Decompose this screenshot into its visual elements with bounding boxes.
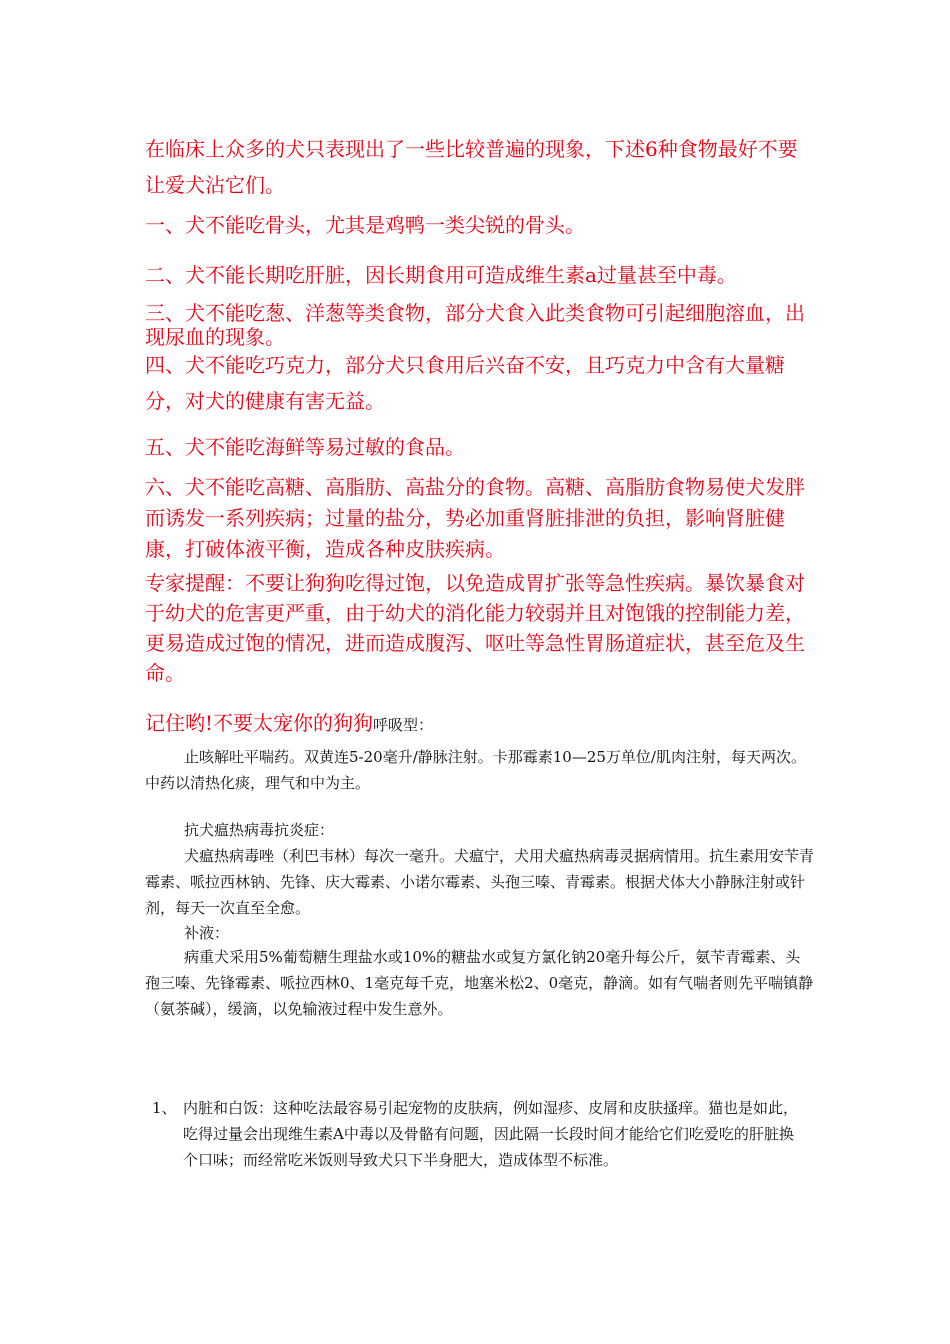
food-item-5: 五、犬不能吃海鲜等易过敏的食品。 [145, 435, 465, 459]
food-item-6: 六、犬不能吃高糖、高脂肪、高盐分的食物。高糖、高脂肪食物易使犬发胖而诱发一系列疾病；过量的盐分，势必加重肾脏排泄的负担，影响肾脏健康，打破体液平衡，造成各种皮肤疾病。 [145, 475, 805, 561]
list-item-number: 1、 [152, 1099, 177, 1117]
breathing-treatment-paragraph: 止咳解吐平喘药。双黄连5-20毫升/静脉注射。卡那霉素10—25万单位/肌肉注射，每天两次。中药以清热化痰，理气和中为主。 [145, 748, 806, 792]
reminder-line [145, 708, 815, 740]
antiviral-treatment-paragraph: 犬瘟热病毒唑（利巴韦林）每次一毫升。犬瘟宁，犬用犬瘟热病毒灵据病情用。抗生素用安苄青霉素、哌拉西林钠、先锋、庆大霉素、小诺尔霉素、头孢三嗪、青霉素。根据犬体大小静脉注射或针剂，每天一次直至全愈。 [145, 847, 815, 917]
fluid-heading: 补液： [184, 924, 230, 942]
breathing-type-label: 呼吸型： [373, 716, 434, 734]
food-item-2: 二、犬不能长期吃肝脏，因长期食用可造成维生素a过量甚至中毒。 [145, 263, 737, 287]
reminder-text: 记住哟!不要太宠你的狗狗 [145, 711, 374, 735]
intro-paragraph: 在临床上众多的犬只表现出了一些比较普遍的现象，下述6种食物最好不要让爱犬沾它们。 [145, 137, 798, 197]
food-item-4: 四、犬不能吃巧克力，部分犬只食用后兴奋不安，且巧克力中含有大量糖分，对犬的健康有害无益。 [145, 353, 785, 413]
fluid-treatment-paragraph: 病重犬采用5%葡萄糖生理盐水或10%的糖盐水或复方氯化钠20毫升每公斤，氨苄青霉素、头孢三嗪、先锋霉素、哌拉西林0、1毫克每千克，地塞米松2、0毫克，静滴。如有气喘者则先平喘镇静（氨茶碱），缓滴，以免输液过程中发生意外。 [145, 948, 814, 1018]
food-item-1: 一、犬不能吃骨头，尤其是鸡鸭一类尖锐的骨头。 [145, 213, 585, 237]
expert-tip-paragraph: 专家提醒：不要让狗狗吃得过饱，以免造成胃扩张等急性疾病。暴饮暴食对于幼犬的危害更严重，由于幼犬的消化能力较弱并且对饱饿的控制能力差，更易造成过饱的情况，进而造成腹泻、呕吐等急性胃肠道症状，甚至危及生命。 [145, 571, 805, 685]
list-item-text: 内脏和白饭：这种吃法最容易引起宠物的皮肤病，例如湿疹、皮屑和皮肤搔痒。猫也是如此，吃得过量会出现维生素A中毒以及骨骼有问题，因此隔一长段时间才能给它们吃爱吃的肝脏换个口味；而经常吃米饭则导致犬只下半身肥大，造成体型不标准。 [183, 1099, 799, 1169]
food-item-3: 三、犬不能吃葱、洋葱等类食物，部分犬食入此类食物可引起细胞溶血，出现尿血的现象。 [145, 301, 805, 349]
antiviral-heading: 抗犬瘟热病毒抗炎症： [184, 821, 335, 839]
